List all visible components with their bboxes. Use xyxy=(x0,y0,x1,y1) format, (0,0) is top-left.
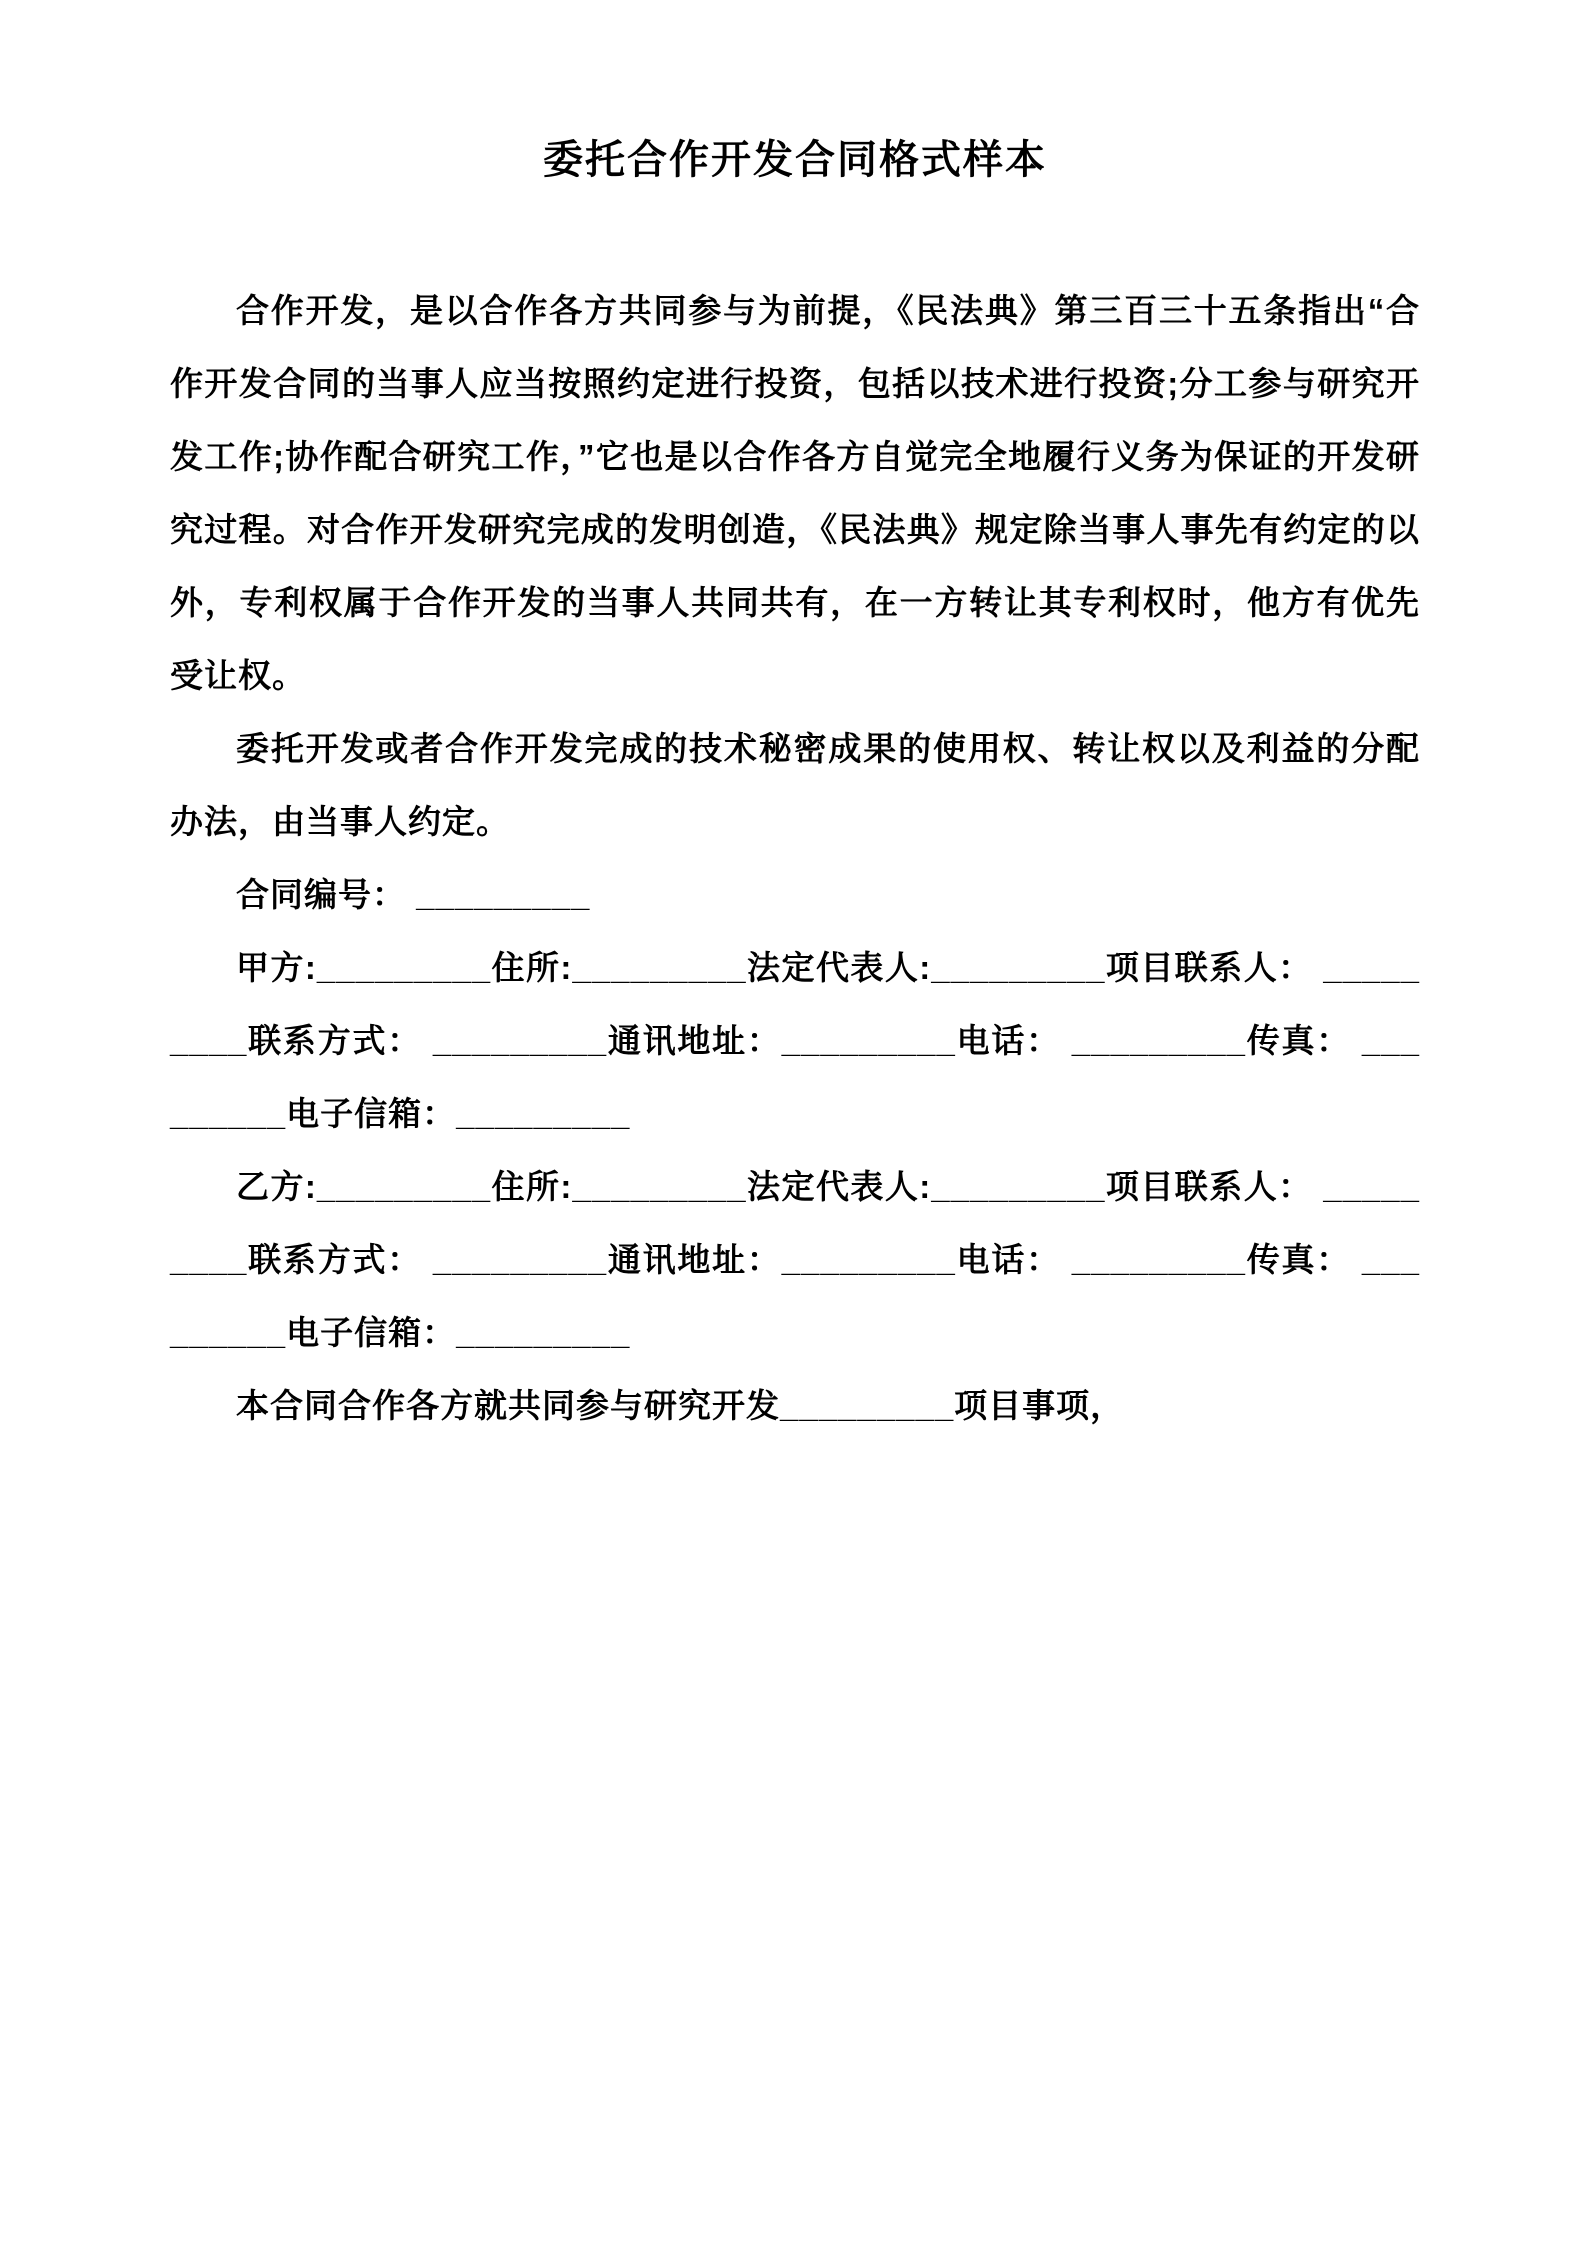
paragraph-party-a-info: 甲方:_________住所:_________法定代表人:_________项目联系人： _________联系方式： _________通讯地址：_________电话： _________传真： _________电子信箱：_________ xyxy=(170,949,1420,1132)
paragraph-technical-secret-rights: 委托开发或者合作开发完成的技术秘密成果的使用权、转让权以及利益的分配办法，由当事人约定。 xyxy=(170,730,1420,840)
line-contract-number: 合同编号： _________ xyxy=(236,876,591,913)
paragraph-project-statement: 本合同合作各方就共同参与研究开发_________项目事项， xyxy=(236,1387,1125,1424)
paragraph-party-b-info: 乙方:_________住所:_________法定代表人:_________项目联系人： _________联系方式： _________通讯地址：_________电话： _________传真： _________电子信箱：_________ xyxy=(170,1168,1420,1351)
document-title: 委托合作开发合同格式样本 xyxy=(543,138,1047,182)
paragraph-cooperative-development-intro: 合作开发，是以合作各方共同参与为前提，《民法典》第三百三十五条指出“合作开发合同的当事人应当按照约定进行投资，包括以技术进行投资;分工参与研究开发工作;协作配合研究工作，”它也是以合作各方自觉完全地履行义务为保证的开发研究过程。对合作开发研究完成的发明创造，《民法典》规定除当事人事先有约定的以外，专利权属于合作开发的当事人共同共有，在一方转让其专利权时，他方有优先受让权。 xyxy=(170,292,1420,694)
